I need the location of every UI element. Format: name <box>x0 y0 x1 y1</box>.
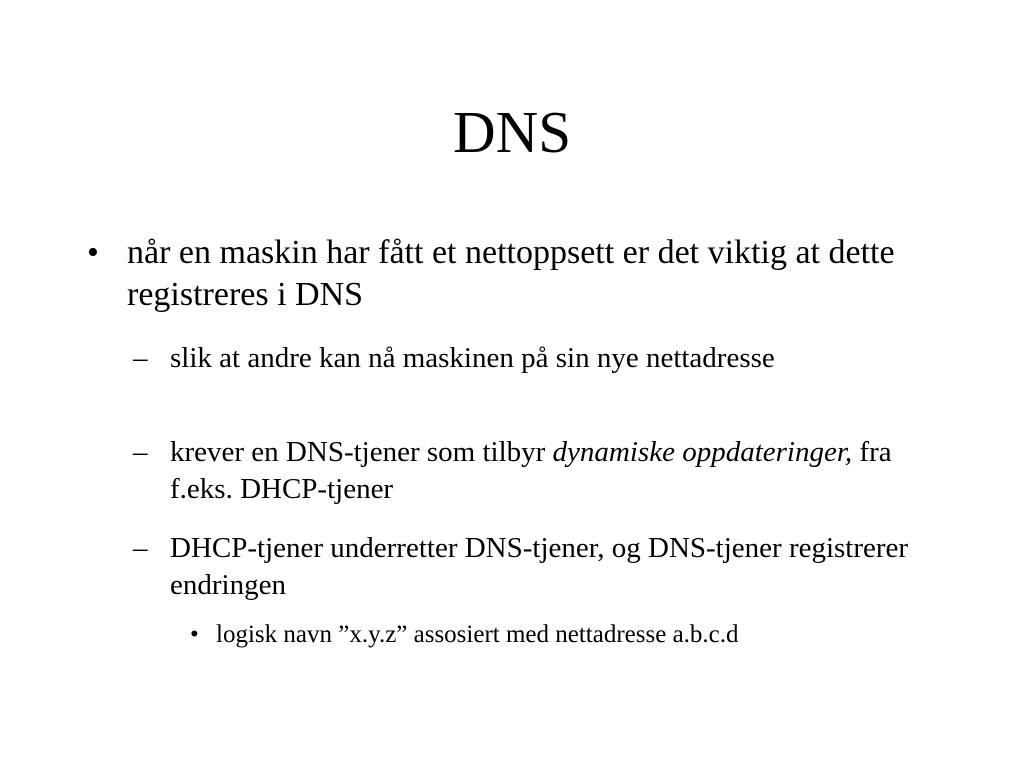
bullet-text: når en maskin har fått et nettoppsett er det viktig at dette registreres i DNS <box>127 234 895 313</box>
sub-sub-bullet-text: logisk navn ”x.y.z” assosiert med nettadresse a.b.c.d <box>216 621 739 648</box>
bullet-marker: • <box>190 621 199 648</box>
sub-bullet-item <box>133 340 933 377</box>
bullet-item <box>87 232 917 316</box>
sub-bullet-text-end: fra f.eks. DHCP-tjener <box>170 436 892 505</box>
bullet-marker: • <box>87 234 99 271</box>
dash-marker: – <box>133 342 148 374</box>
dash-marker: – <box>133 532 148 564</box>
sub-bullet-item <box>133 530 933 604</box>
sub-sub-bullet-item <box>190 619 990 651</box>
sub-bullet-text <box>170 434 933 508</box>
sub-bullet-text-start: krever en DNS-tjener som tilbyr <box>170 436 553 468</box>
sub-bullet-item <box>133 434 933 508</box>
slide-title: DNS <box>452 99 572 165</box>
sub-bullet-text: DHCP-tjener underretter DNS-tjener, og DNS-tjener registrerer endringen <box>170 532 909 601</box>
sub-bullet-text: slik at andre kan nå maskinen på sin nye nettadresse <box>170 342 775 374</box>
dash-marker: – <box>133 436 148 468</box>
italic-term: dynamiske oppdateringer, <box>552 436 853 468</box>
